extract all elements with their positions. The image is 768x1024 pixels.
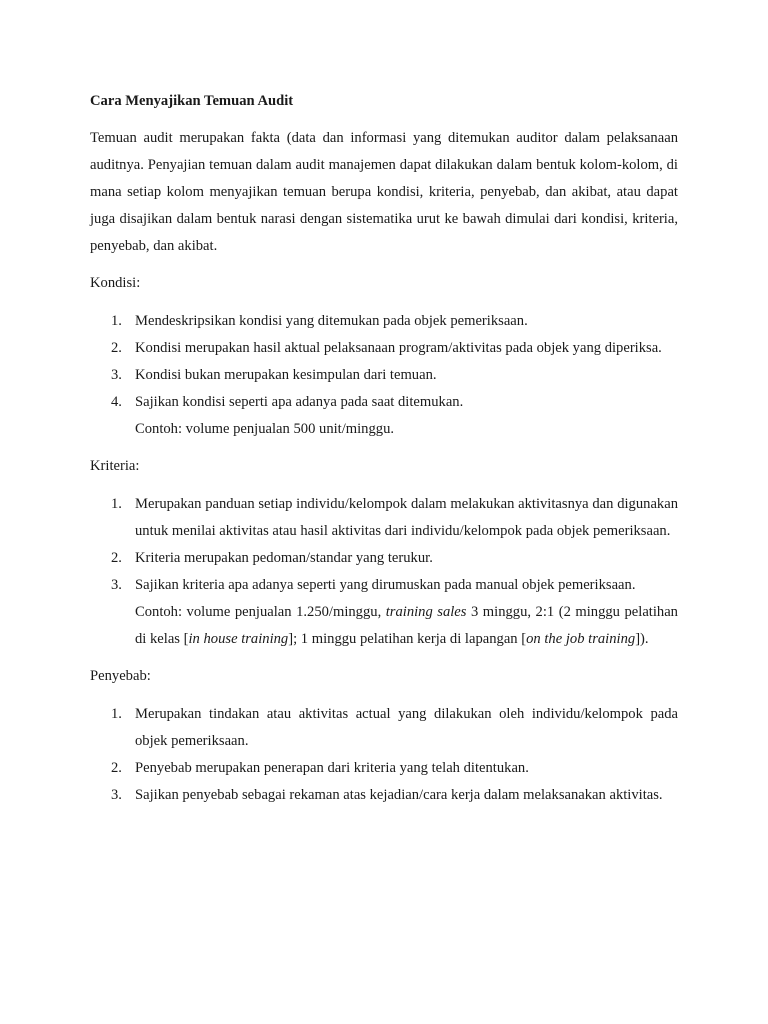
- section-heading-penyebab: Penyebab:: [90, 668, 151, 684]
- example-italic-text: training sales: [385, 604, 467, 620]
- intro-paragraph: Temuan audit merupakan fakta (data dan informasi yang ditemukan auditor dalam pelaksanaan auditnya. Penyajian temuan dalam audit manajemen dapat dilakukan dalam bentuk kolom-kolom, di mana setiap kolom menyajikan temuan berupa kondisi, kriteria, penyebab, dan akibat, atau dapat juga disajikan dalam bentuk narasi dengan sistematika urut ke bawah dimulai dari kondisi, kriteria, penyebab, dan akibat.: [90, 130, 678, 254]
- list-item: [90, 572, 678, 653]
- list-item-example: [135, 599, 678, 653]
- list-item: [90, 362, 678, 389]
- list-item: [90, 755, 678, 782]
- penyebab-list: [90, 701, 678, 809]
- list-number: 1.: [111, 313, 122, 329]
- list-number: 2.: [111, 760, 122, 776]
- list-number: 3.: [111, 577, 122, 593]
- kriteria-list: [90, 491, 678, 653]
- list-number: 4.: [111, 394, 122, 410]
- list-item-text: Sajikan kondisi seperti apa adanya pada saat ditemukan.: [135, 394, 464, 410]
- document-title: Cara Menyajikan Temuan Audit: [90, 93, 294, 109]
- document-page: [90, 88, 678, 819]
- list-item: [90, 308, 678, 335]
- list-item-text: Kondisi merupakan hasil aktual pelaksanaan program/aktivitas pada objek yang diperiksa.: [135, 340, 662, 356]
- list-item: [90, 545, 678, 572]
- example-text: 3 minggu, 2:1 (2 minggu pelatihan di kelas [: [135, 604, 678, 647]
- list-item-text: Sajikan kriteria apa adanya seperti yang dirumuskan pada manual objek pemeriksaan.: [135, 577, 636, 593]
- example-italic-text: on the job training: [526, 631, 636, 647]
- list-item: [90, 389, 678, 443]
- list-item-text: Merupakan tindakan atau aktivitas actual yang dilakukan oleh individu/kelompok pada objek pemeriksaan.: [135, 706, 678, 749]
- example-italic-text: in house training: [188, 631, 289, 647]
- section-heading-kriteria: Kriteria:: [90, 458, 140, 474]
- list-item-text: Kondisi bukan merupakan kesimpulan dari temuan.: [135, 367, 437, 383]
- list-item-text: Merupakan panduan setiap individu/kelompok dalam melakukan aktivitasnya dan digunakan untuk menilai aktivitas atau hasil aktivitas dari individu/kelompok pada objek pemeriksaan.: [135, 496, 678, 539]
- example-text: ]).: [635, 631, 649, 647]
- list-number: 2.: [111, 550, 122, 566]
- list-number: 3.: [111, 787, 122, 803]
- list-item-text: Kriteria merupakan pedoman/standar yang terukur.: [135, 550, 433, 566]
- list-item-text: Sajikan penyebab sebagai rekaman atas kejadian/cara kerja dalam melaksanakan aktivitas.: [135, 787, 663, 803]
- kondisi-list: [90, 308, 678, 443]
- list-item: [90, 335, 678, 362]
- list-number: 3.: [111, 367, 122, 383]
- list-item-example: Contoh: volume penjualan 500 unit/minggu.: [135, 421, 395, 437]
- section-heading-kondisi: Kondisi:: [90, 275, 141, 291]
- list-item: [90, 491, 678, 545]
- example-text: ]; 1 minggu pelatihan kerja di lapangan [: [288, 631, 527, 647]
- list-number: 2.: [111, 340, 122, 356]
- list-item-text: Mendeskripsikan kondisi yang ditemukan pada objek pemeriksaan.: [135, 313, 528, 329]
- list-number: 1.: [111, 496, 122, 512]
- list-number: 1.: [111, 706, 122, 722]
- example-text: Contoh: volume penjualan 1.250/minggu,: [135, 604, 386, 620]
- list-item: [90, 782, 678, 809]
- list-item: [90, 701, 678, 755]
- list-item-text: Penyebab merupakan penerapan dari kriteria yang telah ditentukan.: [135, 760, 529, 776]
